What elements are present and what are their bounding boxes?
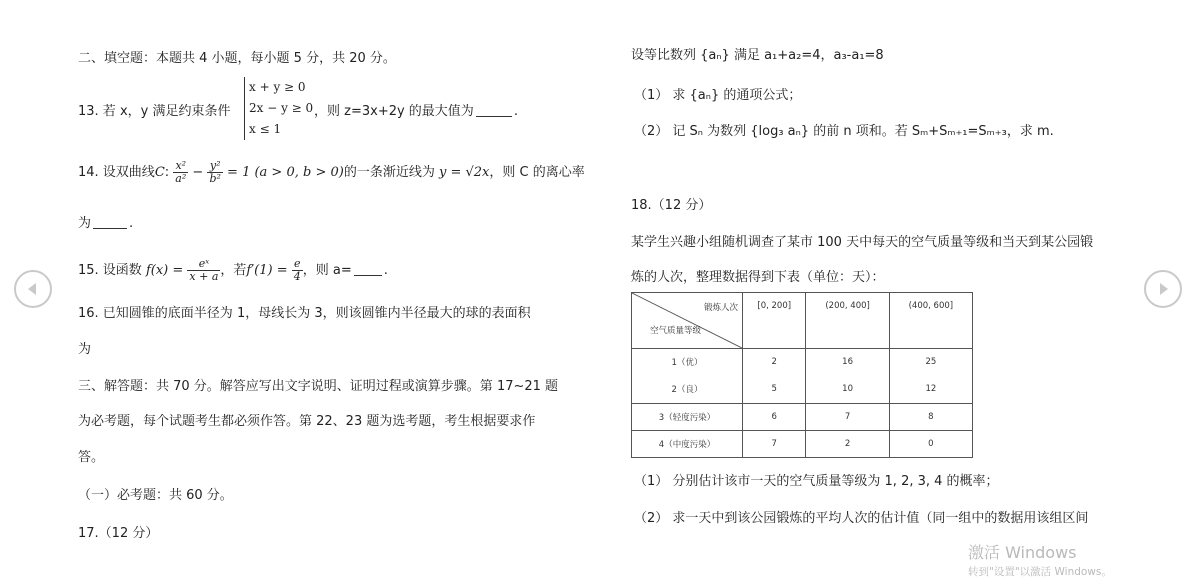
q15-fraction [187,258,220,283]
section2-heading: 二、填空题：本题共 4 小题，每小题 5 分，共 20 分。 [78,51,396,66]
fraction-denominator: x + a [189,270,219,283]
q13-suffix: ，则 z=3x+2y 的最大值为 [314,104,474,119]
table-corner-cell [632,293,743,349]
corner-top-label: 锻炼人次 [703,303,738,313]
table-column-header: (200, 400] [806,293,889,349]
table-cell: 16 [806,349,889,375]
table-row-label: 2（良） [632,375,743,404]
table-cell: 2 [806,431,889,458]
q15-derivative: f′(1) = [246,263,288,278]
activation-watermark-hint: 转到"设置"以激活 Windows。 [968,566,1112,578]
fraction-numerator: x² [173,160,188,173]
q14-mid: 的一条渐近线为 [343,165,435,180]
table-cell: 7 [743,431,806,458]
q14-line2-text: 为 [78,216,92,231]
q14-suffix: ，则 C 的离心率 [489,165,585,180]
table-cell: 0 [889,431,972,458]
question-13 [78,100,230,119]
q14-fraction-y [207,160,222,185]
question-15: 15. 设函数 f(x) = $\frac{\text{eˣ}}{x + a}$ ，若f′(1) = $\frac{e}{4}$ ，则 a= . [78,257,388,283]
q13-prefix: 13. 若 x，y 满足约束条件 [78,104,231,119]
fraction-numerator: e [292,258,303,271]
table-row-label: 1（优） [632,349,743,375]
prev-page-button[interactable] [14,270,52,308]
table-row [632,375,973,404]
table-cell: 8 [889,404,972,431]
table-cell: 2 [743,349,806,375]
table-row [632,431,973,458]
q14-line2: 为 . [78,216,134,231]
q14-minus: − [192,165,204,180]
activation-watermark-title: 激活 Windows [968,543,1077,562]
q14-colon: : [164,165,170,180]
q13-constraint: x ≤ 1 [249,122,282,136]
table-row-label: 3（轻度污染） [632,404,743,431]
fraction-denominator: b² [209,172,221,185]
table-cell: 5 [743,375,806,404]
q14-equation: = 1 (a > 0, b > 0) [227,165,344,180]
fraction-denominator: a² [175,172,187,185]
answer-blank[interactable] [93,228,127,229]
table-cell: 6 [743,404,806,431]
q18-stem-line2: 炼的人次，整理数据得到下表（单位：天）： [631,270,885,285]
q17-heading: 17.（12 分） [78,526,159,541]
table-row-label: 4（中度污染） [632,431,743,458]
q17-part2: （2） 记 Sₙ 为数列 {log₃ aₙ} 的前 n 项和。若 Sₘ+Sₘ₊₁=Sₘ₊₃，求 m. [634,124,1054,139]
q15-function: f(x) = [145,263,184,278]
air-quality-table [631,292,973,458]
q18-stem-line1: 某学生兴趣小组随机调查了某市 100 天中每天的空气质量等级和当天到某公园锻 [631,235,1094,250]
q15-fraction-2 [292,258,303,283]
table-header-row [632,293,973,349]
q15-suffix: ，则 a= [302,263,352,278]
q13-constraint-system [244,77,313,140]
fraction-denominator: 4 [293,270,301,283]
table-cell: 12 [889,375,972,404]
q17-stem: 设等比数列 {aₙ} 满足 a₁+a₂=4，a₃-a₁=8 [631,48,884,63]
section3-line1: 三、解答题：共 70 分。解答应写出文字说明、证明过程或演算步骤。第 17~21 题 [78,379,559,394]
chevron-right-icon [1154,280,1172,298]
table-column-header: [0, 200] [743,293,806,349]
q18-heading: 18.（12 分） [631,198,712,213]
q13-constraint: 2x − y ≥ 0 [249,101,314,115]
q18-part1: （1） 分别估计该市一天的空气质量等级为 1, 2, 3, 4 的概率； [634,474,999,489]
fraction-numerator: eˣ [187,258,220,271]
q15-prefix: 15. 设函数 [78,263,142,278]
table-cell: 7 [806,404,889,431]
answer-blank[interactable] [476,116,512,117]
q13-suffix-line: ，则 z=3x+2y 的最大值为 . [314,104,518,119]
table-cell: 10 [806,375,889,404]
q14-prefix: 14. 设双曲线 [78,165,155,180]
q16-line1: 16. 已知圆锥的底面半径为 1，母线长为 3，则该圆锥内半径最大的球的表面积 [78,306,531,321]
q14-var: C [154,165,165,180]
table-row [632,349,973,375]
required-heading: （一）必考题：共 60 分。 [78,488,233,503]
table-row [632,404,973,431]
q13-constraint: x + y ≥ 0 [249,80,306,94]
table-column-header: (400, 600] [889,293,972,349]
q14-asymptote: y = √2x [438,165,490,180]
corner-bottom-label: 空气质量等级 [650,326,702,336]
q15-mid: ，若 [220,263,247,278]
section3-line3: 答。 [78,450,105,465]
q14-fraction-x [173,160,188,185]
next-page-button[interactable] [1144,270,1182,308]
q18-part2: （2） 求一天中到该公园锻炼的平均人次的估计值（同一组中的数据用该组区间 [634,511,1089,526]
q16-line2: 为 [78,342,92,357]
question-14 [78,160,585,185]
chevron-left-icon [24,280,42,298]
fraction-numerator: y² [207,160,222,173]
q17-part1: （1） 求 {aₙ} 的通项公式； [634,88,802,103]
answer-blank[interactable] [354,275,382,276]
table-cell: 25 [889,349,972,375]
section3-line2: 为必考题，每个试题考生都必须作答。第 22、23 题为选考题，考生根据要求作 [78,414,536,429]
